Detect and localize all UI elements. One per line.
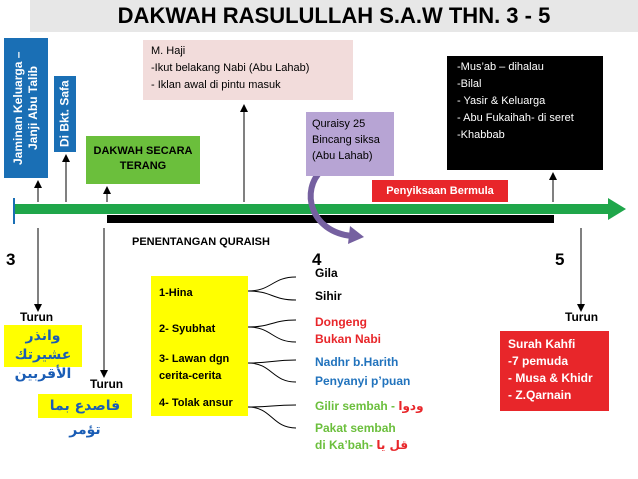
gilir-text: Gilir sembah - <box>315 399 399 413</box>
turun-label-mid: Turun <box>90 377 124 391</box>
surah-item: -7 pemuda <box>508 354 569 368</box>
m-haji-box <box>143 40 353 100</box>
penentangan-label: PENENTANGAN QURAISH <box>132 236 270 248</box>
di-bkt-safa-label: Di Bkt. Safa <box>57 80 72 148</box>
arabic-verse-1: وانذر عشيرتك الأقربين <box>4 325 82 367</box>
quraisy-line: (Abu Lahab) <box>312 150 373 162</box>
arrow-quraisy <box>311 170 352 236</box>
bracket-tolak <box>248 405 296 428</box>
penyiksaan-bermula-label: Penyiksaan Bermula <box>386 185 494 197</box>
di-bkt-safa-box <box>54 76 76 152</box>
penyiksaan-bermula-box <box>372 180 508 202</box>
victim-item: - Yasir & Keluarga <box>457 95 546 107</box>
page-title: DAKWAH RASULULLAH S.A.W THN. 3 - 5 <box>117 3 551 28</box>
victim-item: - Abu Fukaihah- di seret <box>457 112 574 124</box>
bracket-syubhat <box>248 320 296 342</box>
accusation-gila: Gila <box>315 266 338 280</box>
jaminan-keluarga-box <box>4 38 48 178</box>
quraisy-line: Bincang siksa <box>312 134 380 146</box>
dakwah-secara-terang-box <box>86 136 200 184</box>
quraisy-line: Quraisy 25 <box>312 118 366 130</box>
surah-item: - Musa & Khidr <box>508 371 593 385</box>
turun-label-left: Turun <box>20 310 54 324</box>
quraisy-box <box>306 112 394 176</box>
bracket-lawan <box>248 360 296 382</box>
kabah-text: di Ka’bah- <box>315 438 377 452</box>
accusation-nadhr: Nadhr b.Harith <box>315 355 399 369</box>
accusation-gilir <box>315 399 424 413</box>
accusation-kabah <box>315 438 408 452</box>
surah-item: - Z.Qarnain <box>508 388 572 402</box>
m-haji-line: - Iklan awal di pintu masuk <box>151 79 281 91</box>
accusation-pakat: Pakat sembah <box>315 421 396 435</box>
jaminan-keluarga-label: Jaminan Keluarga – Janji Abu Talib <box>11 51 40 165</box>
turun-label-right: Turun <box>565 310 599 324</box>
accusation-sihir: Sihir <box>315 289 342 303</box>
objection-item: 3- Lawan dgn cerita-cerita <box>159 353 230 382</box>
m-haji-line: M. Haji <box>151 45 186 57</box>
arrow-quraisy-head <box>348 226 364 244</box>
kabah-arabic: قل يا <box>376 438 409 452</box>
gilir-arabic: ودوا <box>398 399 424 413</box>
surah-kahfi-box <box>500 331 609 411</box>
victim-item: -Mus’ab – dihalau <box>457 61 544 73</box>
year-4: 4 <box>312 250 322 269</box>
objections-box <box>151 276 248 416</box>
accusation-dongeng: Dongeng <box>315 315 367 329</box>
surah-item: Surah Kahfi <box>508 337 576 351</box>
victim-item: -Khabbab <box>457 129 505 141</box>
m-haji-line: -Ikut belakang Nabi (Abu Lahab) <box>151 62 310 74</box>
objection-item: 4- Tolak ansur <box>159 397 233 409</box>
accusation-penyanyi: Penyanyi p’puan <box>315 374 411 388</box>
penentangan-bar <box>107 215 554 223</box>
year-3: 3 <box>6 250 16 269</box>
accusation-bukan-nabi: Bukan Nabi <box>315 332 382 346</box>
victim-item: -Bilal <box>457 78 482 90</box>
timeline-arrowhead <box>608 198 626 220</box>
objection-item: 1-Hina <box>159 287 193 299</box>
arabic-verse-2: فاصدع بما تؤمر <box>38 394 132 418</box>
objection-item: 2- Syubhat <box>159 323 216 335</box>
victims-box <box>447 56 603 170</box>
dakwah-secara-terang-label: DAKWAH SECARA TERANG <box>93 145 193 172</box>
year-5: 5 <box>555 250 565 269</box>
bracket-hina <box>248 277 296 300</box>
